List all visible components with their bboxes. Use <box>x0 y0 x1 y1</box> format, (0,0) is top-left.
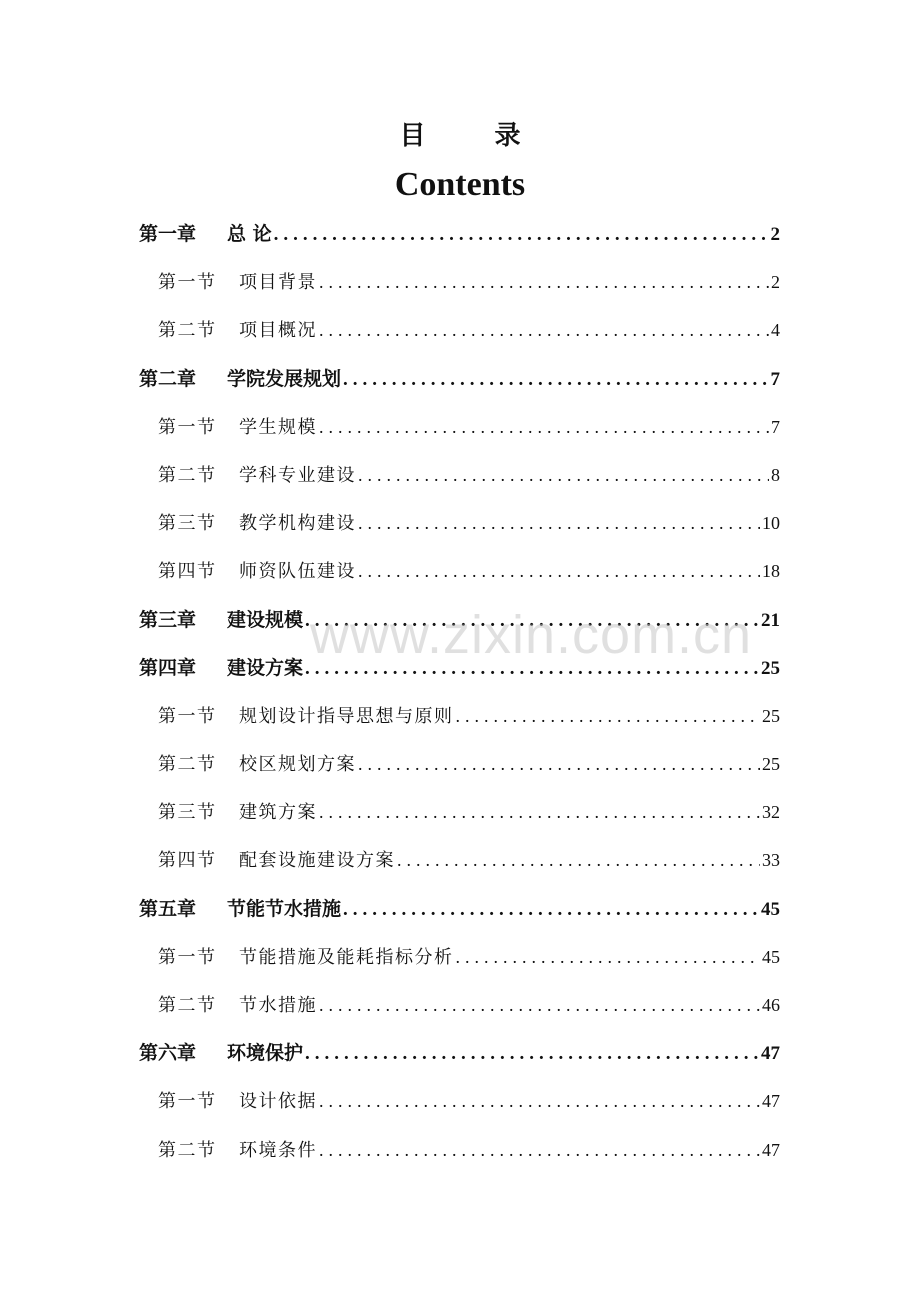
toc-entry-number: 第二节 <box>158 320 217 342</box>
toc-section-entry[interactable] <box>139 788 780 836</box>
toc-leader-dots <box>319 258 769 306</box>
toc-entry-title: 环境保护 <box>227 1042 304 1065</box>
toc-section-entry[interactable] <box>139 547 780 595</box>
toc-page-number: 46 <box>762 995 780 1015</box>
toc-chapter-entry[interactable] <box>139 1029 780 1077</box>
toc-entry-number: 第二节 <box>158 754 217 776</box>
toc-entry-title: 学生规模 <box>239 416 317 438</box>
toc-entry-title: 项目背景 <box>239 272 317 294</box>
toc-entry-title: 教学机构建设 <box>239 513 356 535</box>
toc-page-number: 47 <box>762 1091 780 1112</box>
toc-page-number: 7 <box>770 368 780 390</box>
toc-leader-dots <box>358 451 769 499</box>
toc-entry-title: 规划设计指导思想与原则 <box>239 705 454 727</box>
toc-entry-title: 配套设施建设方案 <box>239 850 395 872</box>
toc-leader-dots <box>358 499 760 547</box>
toc-page-number: 21 <box>761 609 780 631</box>
toc-entry-number: 第二节 <box>158 1139 217 1161</box>
toc-leader-dots <box>319 788 760 836</box>
toc-entry-title: 节能节水措施 <box>227 897 342 920</box>
watermark: www.zixin.com.cn <box>310 605 753 665</box>
toc-leader-dots <box>397 836 760 884</box>
toc-section-entry[interactable] <box>139 981 780 1029</box>
toc-leader-dots <box>456 933 761 981</box>
toc-page-number: 7 <box>771 416 780 437</box>
toc-entry-title: 节水措施 <box>239 995 317 1016</box>
toc-section-entry[interactable] <box>139 1077 780 1125</box>
toc-entry-number: 第一节 <box>158 946 217 968</box>
toc-section-entry[interactable] <box>139 740 780 788</box>
toc-chapter-entry[interactable] <box>139 210 780 258</box>
toc-page-number: 2 <box>770 224 780 245</box>
toc-page-number: 45 <box>762 946 780 967</box>
toc-section-entry[interactable] <box>139 933 780 981</box>
toc-entry-title: 节能措施及能耗指标分析 <box>239 946 454 968</box>
toc-chapter-entry[interactable] <box>139 355 780 403</box>
toc-page-number: 2 <box>771 272 780 293</box>
toc-page-number: 4 <box>771 320 780 341</box>
toc-page-number: 32 <box>762 802 780 823</box>
toc-chapter-entry[interactable] <box>139 885 780 933</box>
toc-leader-dots <box>456 692 761 740</box>
toc-entry-number: 第一节 <box>158 1091 217 1113</box>
toc-entry-title: 环境条件 <box>239 1139 317 1161</box>
toc-leader-dots <box>343 356 768 404</box>
toc-entry-number: 第三节 <box>158 513 217 535</box>
toc-leader-dots <box>319 981 760 1029</box>
toc-leader-dots <box>274 211 769 259</box>
toc-entry-number: 第二节 <box>158 995 217 1016</box>
toc-page-number: 25 <box>761 657 780 679</box>
toc-page-number: 47 <box>761 1043 780 1065</box>
toc-leader-dots <box>319 403 769 451</box>
toc-leader-dots <box>319 306 769 354</box>
toc-page-number: 47 <box>762 1139 780 1160</box>
toc-entry-title: 师资队伍建设 <box>239 561 356 583</box>
toc-page-number: 25 <box>762 705 780 726</box>
toc-entry-number: 第三节 <box>158 802 217 824</box>
toc-entry-title: 总 论 <box>227 223 272 245</box>
toc-leader-dots <box>343 886 759 934</box>
toc-entry-number: 第三章 <box>139 608 197 631</box>
toc-entry-title: 学科专业建设 <box>239 464 356 486</box>
toc-entry-number: 第五章 <box>139 897 197 920</box>
toc-section-entry[interactable] <box>139 258 780 306</box>
toc-entry-title: 学院发展规划 <box>227 367 342 390</box>
toc-section-entry[interactable] <box>139 836 780 884</box>
toc-leader-dots <box>358 547 760 595</box>
toc-entry-number: 第一节 <box>158 272 217 294</box>
toc-entry-number: 第四节 <box>158 850 217 872</box>
toc-entry-number: 第二章 <box>139 367 197 390</box>
toc-leader-dots <box>319 1126 760 1174</box>
toc-section-entry[interactable] <box>139 403 780 451</box>
toc-entry-number: 第四节 <box>158 561 217 583</box>
toc-page-number: 18 <box>762 561 780 582</box>
toc-section-entry[interactable] <box>139 306 780 354</box>
toc-entry-number: 第六章 <box>139 1042 197 1065</box>
toc-heading-chinese: 目 录 <box>399 121 551 151</box>
toc-entry-title: 建设规模 <box>227 608 304 631</box>
toc-entry-title: 建设方案 <box>227 656 304 679</box>
toc-entry-number: 第四章 <box>139 656 197 679</box>
toc-entry-number: 第一节 <box>158 416 217 438</box>
toc-entry-number: 第一节 <box>158 705 217 727</box>
toc-page-number: 45 <box>761 898 780 920</box>
toc-page-number: 8 <box>771 464 780 485</box>
toc-page-number: 25 <box>762 754 780 775</box>
toc-section-entry[interactable] <box>139 451 780 499</box>
toc-entry-title: 校区规划方案 <box>239 754 356 776</box>
toc-section-entry[interactable] <box>139 1126 780 1174</box>
toc-page-number: 33 <box>762 850 780 871</box>
toc-heading-english: Contents <box>394 166 526 203</box>
toc-leader-dots <box>319 1077 760 1125</box>
toc-entry-number: 第二节 <box>158 464 217 486</box>
toc-entry-title: 设计依据 <box>239 1091 317 1113</box>
toc-leader-dots <box>358 740 760 788</box>
toc-section-entry[interactable] <box>139 692 780 740</box>
toc-entry-title: 建筑方案 <box>239 802 317 824</box>
toc-section-entry[interactable] <box>139 499 780 547</box>
toc-page-number: 10 <box>762 513 780 534</box>
table-of-contents <box>139 210 780 1174</box>
toc-leader-dots <box>305 1030 759 1078</box>
toc-entry-title: 项目概况 <box>239 320 317 342</box>
toc-entry-number: 第一章 <box>139 223 197 245</box>
